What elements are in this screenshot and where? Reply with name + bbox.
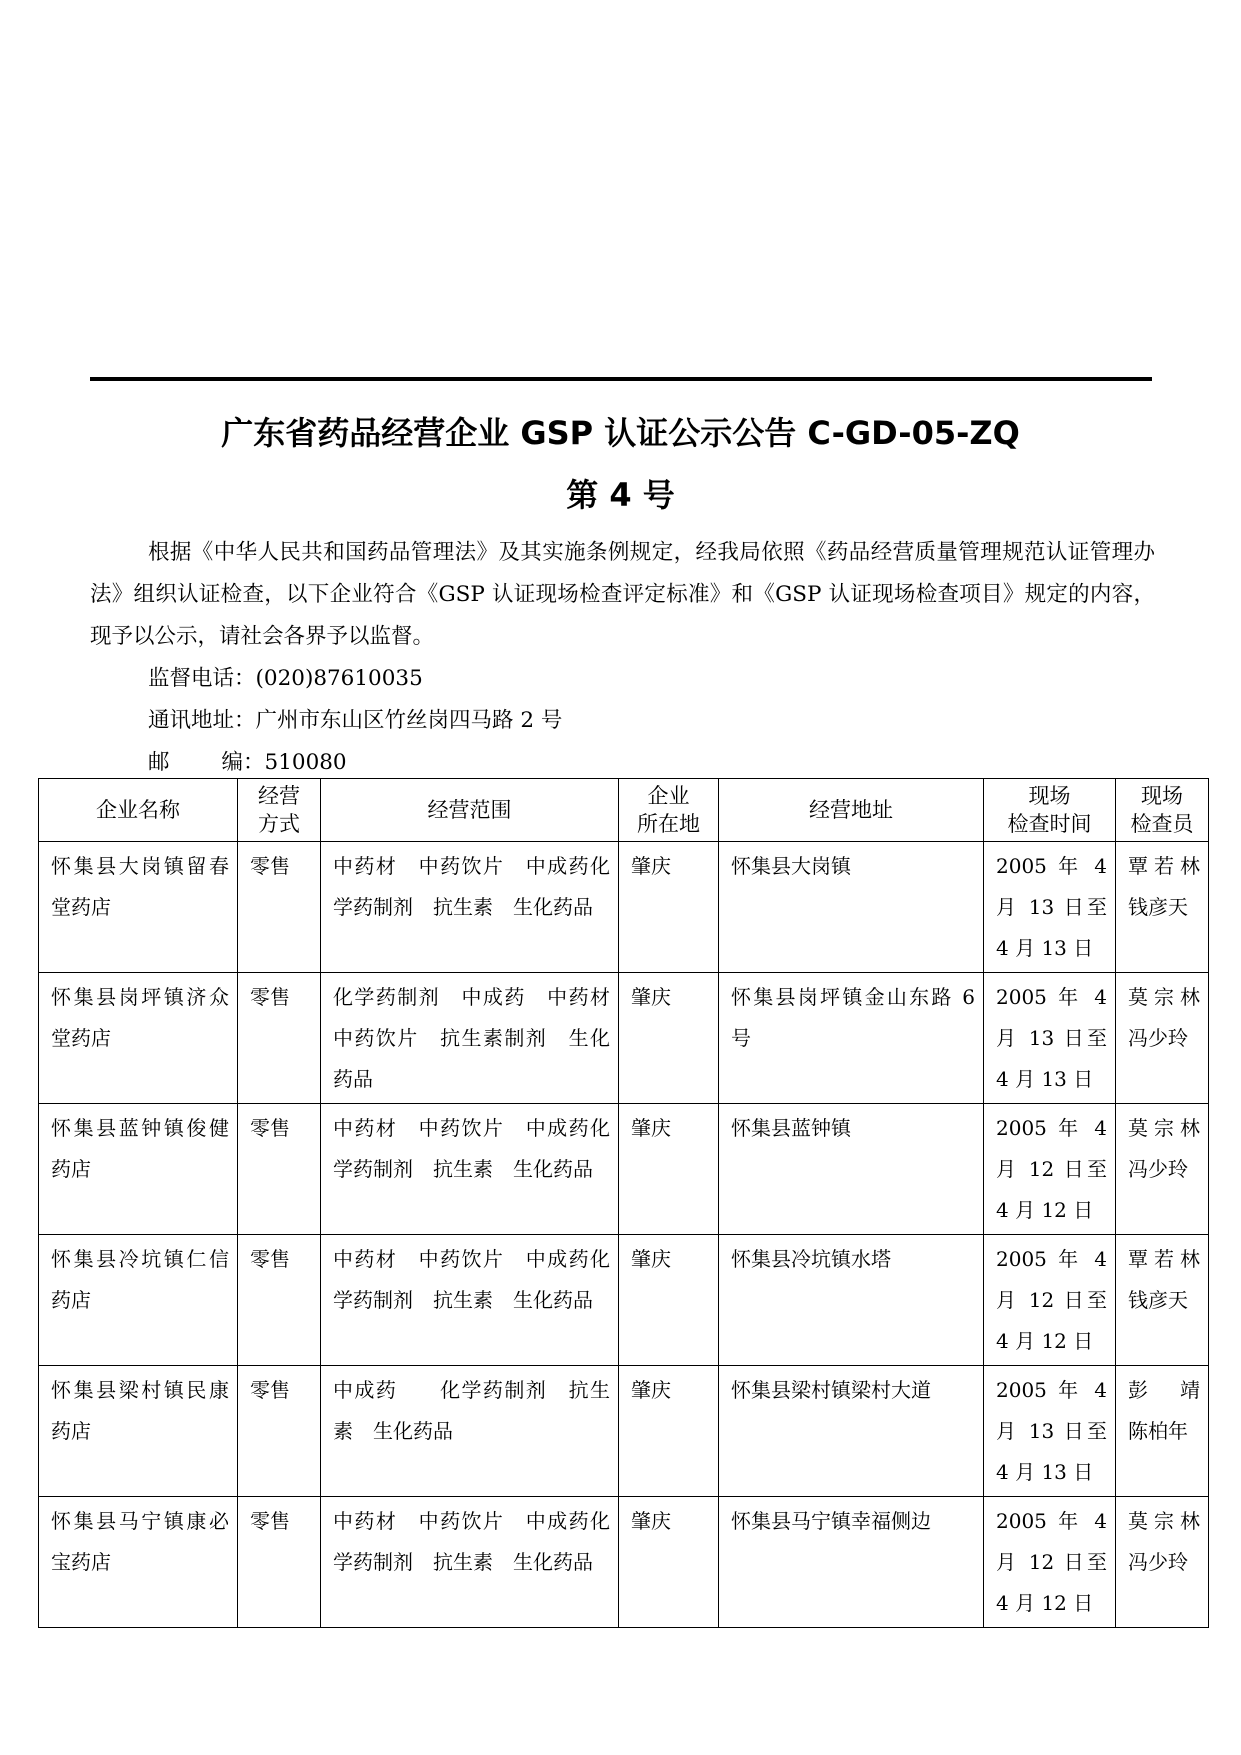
cell-mode: 零售 xyxy=(238,973,321,1104)
cell-name: 怀集县大岗镇留春堂药店 xyxy=(39,842,238,973)
zip-label-b: 编： xyxy=(221,750,265,775)
header-name: 企业名称 xyxy=(39,779,238,842)
table-row xyxy=(39,1104,1209,1235)
cell-scope: 中药材 中药饮片 中成药化学药制剂 抗生素 生化药品 xyxy=(321,1235,619,1366)
mailing-address xyxy=(148,700,562,742)
cell-address: 怀集县马宁镇幸福侧边 xyxy=(719,1497,984,1628)
phone-value: (020)87610035 xyxy=(255,666,423,691)
cell-mode: 零售 xyxy=(238,1104,321,1235)
header-location: 企业 所在地 xyxy=(619,779,719,842)
table-row xyxy=(39,842,1209,973)
cell-scope: 中药材 中药饮片 中成药化学药制剂 抗生素 生化药品 xyxy=(321,1104,619,1235)
address-label: 通讯地址： xyxy=(148,708,256,733)
cell-time: 2005 年 4 月 12 日至 4 月 12 日 xyxy=(984,1497,1116,1628)
table-row xyxy=(39,1497,1209,1628)
address-value: 广州市东山区竹丝岗四马路 2 号 xyxy=(255,708,563,733)
header-scope: 经营范围 xyxy=(321,779,619,842)
cell-name: 怀集县马宁镇康必宝药店 xyxy=(39,1497,238,1628)
cell-inspectors: 覃若林 钱彦天 xyxy=(1116,842,1209,973)
cell-time: 2005 年 4 月 13 日至 4 月 13 日 xyxy=(984,973,1116,1104)
cell-inspectors: 莫宗林 冯少玲 xyxy=(1116,1497,1209,1628)
cell-address: 怀集县梁村镇梁村大道 xyxy=(719,1366,984,1497)
cell-mode: 零售 xyxy=(238,842,321,973)
cell-inspectors: 莫宗林 冯少玲 xyxy=(1116,1104,1209,1235)
cell-scope: 中药材 中药饮片 中成药化学药制剂 抗生素 生化药品 xyxy=(321,1497,619,1628)
zip-value: 510080 xyxy=(264,750,347,775)
announcement-number: 第 4 号 xyxy=(566,476,675,514)
cell-address: 怀集县大岗镇 xyxy=(719,842,984,973)
table-header-row xyxy=(39,779,1209,842)
phone-label: 监督电话： xyxy=(148,666,256,691)
cell-scope: 中成药 化学药制剂 抗生素 生化药品 xyxy=(321,1366,619,1497)
cell-location: 肇庆 xyxy=(619,1235,719,1366)
cell-time: 2005 年 4 月 12 日至 4 月 12 日 xyxy=(984,1104,1116,1235)
cell-name: 怀集县梁村镇民康药店 xyxy=(39,1366,238,1497)
table-row xyxy=(39,973,1209,1104)
cell-location: 肇庆 xyxy=(619,1366,719,1497)
cell-location: 肇庆 xyxy=(619,842,719,973)
cell-location: 肇庆 xyxy=(619,1497,719,1628)
cell-address: 怀集县蓝钟镇 xyxy=(719,1104,984,1235)
header-mode: 经营 方式 xyxy=(238,779,321,842)
cell-name: 怀集县蓝钟镇俊健药店 xyxy=(39,1104,238,1235)
enterprise-table xyxy=(38,778,1209,1628)
cell-mode: 零售 xyxy=(238,1366,321,1497)
cell-location: 肇庆 xyxy=(619,1104,719,1235)
header-address: 经营地址 xyxy=(719,779,984,842)
header-rule xyxy=(90,377,1152,381)
cell-time: 2005 年 4 月 13 日至 4 月 13 日 xyxy=(984,1366,1116,1497)
cell-address: 怀集县冷坑镇水塔 xyxy=(719,1235,984,1366)
zip-label-a: 邮 xyxy=(148,750,170,775)
intro-paragraph: 根据《中华人民共和国药品管理法》及其实施条例规定，经我局依照《药品经营质量管理规范认证管理办法》组织认证检查，以下企业符合《GSP 认证现场检查评定标准》和《GSP 认证现场检查项目》规定的内容，现予以公示，请社会各界予以监督。 xyxy=(90,540,1155,649)
cell-inspectors: 彭 靖 陈柏年 xyxy=(1116,1366,1209,1497)
cell-scope: 中药材 中药饮片 中成药化学药制剂 抗生素 生化药品 xyxy=(321,842,619,973)
cell-mode: 零售 xyxy=(238,1235,321,1366)
table-row xyxy=(39,1366,1209,1497)
cell-time: 2005 年 4 月 13 日至 4 月 13 日 xyxy=(984,842,1116,973)
cell-location: 肇庆 xyxy=(619,973,719,1104)
cell-name: 怀集县冷坑镇仁信药店 xyxy=(39,1235,238,1366)
cell-inspectors: 覃若林 钱彦天 xyxy=(1116,1235,1209,1366)
cell-inspectors: 莫宗林 冯少玲 xyxy=(1116,973,1209,1104)
table-row xyxy=(39,1235,1209,1366)
cell-mode: 零售 xyxy=(238,1497,321,1628)
cell-address: 怀集县岗坪镇金山东路 6 号 xyxy=(719,973,984,1104)
header-inspectors: 现场 检查员 xyxy=(1116,779,1209,842)
cell-name: 怀集县岗坪镇济众堂药店 xyxy=(39,973,238,1104)
cell-scope: 化学药制剂 中成药 中药材中药饮片 抗生素制剂 生化药品 xyxy=(321,973,619,1104)
cell-time: 2005 年 4 月 12 日至 4 月 12 日 xyxy=(984,1235,1116,1366)
header-time: 现场 检查时间 xyxy=(984,779,1116,842)
document-title: 广东省药品经营企业 GSP 认证公示公告 C-GD-05-ZQ xyxy=(221,414,1020,452)
supervision-phone xyxy=(148,658,423,700)
